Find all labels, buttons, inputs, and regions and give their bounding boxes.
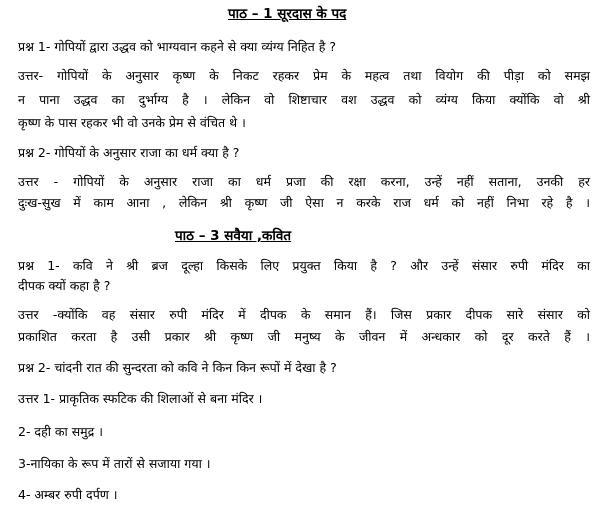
s1-answer-1-line-3: कृष्ण के पास रहकर भी वो उनके प्रेम से वंचित थे । — [18, 115, 246, 130]
s3-answer-2-item-3: 3-नायिका के रूप में तारों से सजाया गया । — [18, 456, 211, 471]
s1-answer-2-line-2: दुःख-सुख में काम आना , लेकिन श्री कृष्ण जी ऐसा न करके राज धर्म को नहीं निभा रहे है । — [18, 195, 590, 210]
s1-question-2: प्रश्न 2- गोपियों के अनुसार राजा का धर्म क्या है ? — [18, 145, 240, 160]
s1-answer-2-line-1: उत्तर - गोपियों के अनुसार राजा का धर्म प्रजा की रक्षा करना, उन्हें नहीं सताना, उनकी हर — [18, 174, 590, 189]
s3-question-1-line-1: प्रश्न 1- कवि ने श्री ब्रज दूल्हा किसके लिए प्रयुक्त किया है ? और उन्हें संसार रुपी मंदिर का — [18, 258, 590, 273]
s3-answer-2-item-2: 2- दही का समुद्र । — [18, 424, 104, 439]
s3-answer-1-line-1: उत्तर -क्योंकि वह संसार रुपी मंदिर में दीपक के समान हैं। जिस प्रकार दीपक सारे संसार को — [18, 307, 590, 322]
s3-question-2: प्रश्न 2- चांदनी रात की सुन्दरता को कवि ने किन किन रूपों में देखा है ? — [18, 360, 337, 375]
s3-question-1-line-2: दीपक क्यों कहा है ? — [18, 278, 111, 293]
s3-answer-2-item-1: उत्तर 1- प्राकृतिक स्फटिक की शिलाओं से बना मंदिर । — [18, 391, 263, 406]
s1-question-1: प्रश्न 1- गोपियों द्वारा उद्धव को भाग्यवान कहने से क्या व्यंग्य निहित है ? — [18, 39, 337, 54]
s1-answer-1-line-1: उत्तर- गोपियों के अनुसार कृष्ण के निकट रहकर प्रेम के महत्व तथा वियोग की पीड़ा को समझ — [18, 68, 590, 83]
s3-answer-2-item-4: 4- अम्बर रुपी दर्पण । — [18, 487, 118, 502]
section-3-heading: पाठ – 3 सवैया ,कवित — [175, 228, 292, 244]
s1-answer-1-line-2: न पाना उद्धव का दुर्भाग्य है । लेकिन वो शिष्टाचार वश उद्धव को व्यंग्य किया क्योंकि वो श्री — [18, 92, 590, 107]
section-1-heading: पाठ – 1 सूरदास के पद — [228, 6, 347, 22]
s3-answer-1-line-2: प्रकाशित करता है उसी प्रकार श्री कृष्ण जी मनुष्य के जीवन में अन्धकार को दूर करते हैं । — [18, 329, 590, 344]
